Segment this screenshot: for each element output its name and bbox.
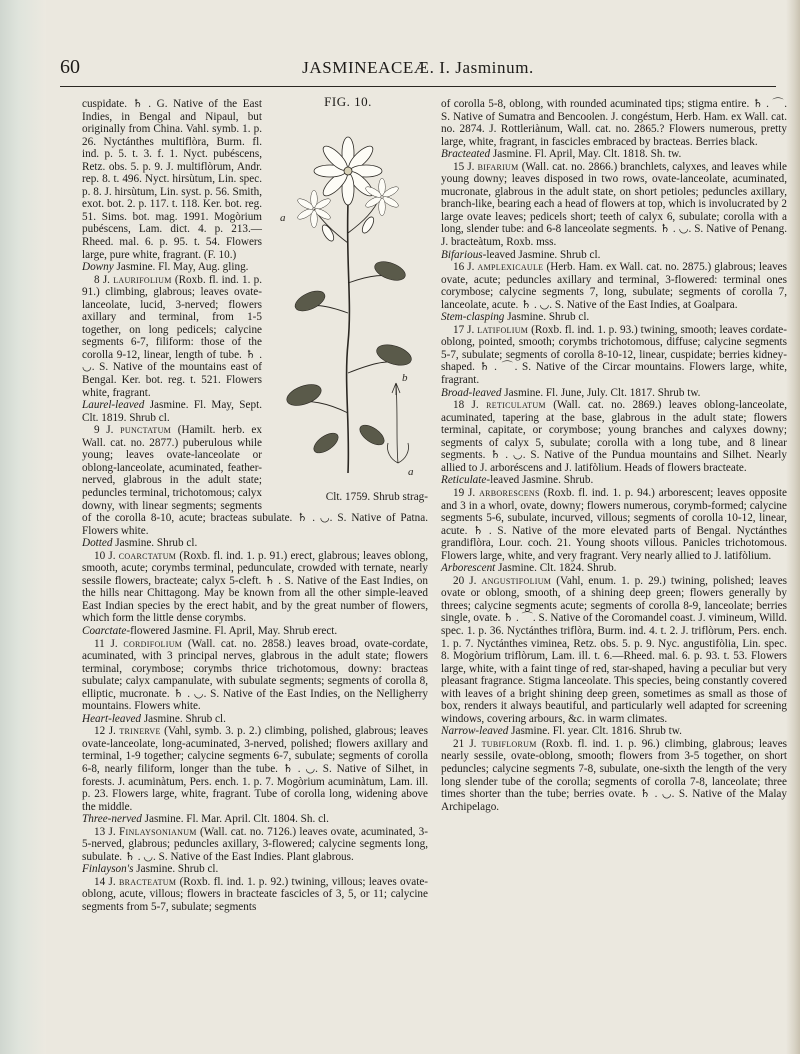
entry-text: (Roxb. fl. ind. 1. p. 94.) arborescent; leaves opposite and 3 in a whorl, ovate, downy; flowers numerous, corymb-formed; calycine segments 5-6, subulate, incurved, villous; segments of corolla 10-12, linear, acute. ♄ . S. Native of the more elevated parts of Bengal. Nyctánthes grandiflòra, Lour. coch. 21. Young shoots villous. Panicles trichotomous. Flowers large, white, and very fragrant. Very nearly allied to J. latifòlium. <box>441 486 788 562</box>
entry-15 <box>441 161 787 249</box>
common-name-three-nerved <box>82 813 428 826</box>
figure-footnote: Clt. 1759. Shrub strag- <box>325 491 428 504</box>
common-name-stem-clasping <box>441 311 787 324</box>
entry-tail: Jasmine. Fl. May, Aug. gling. <box>113 261 249 274</box>
right-column <box>441 98 787 813</box>
species-name: coarctatum <box>118 549 177 562</box>
species-name: angustifolium <box>481 574 552 587</box>
common-name-arborescent <box>441 562 787 575</box>
common-name: Downy <box>82 261 114 274</box>
species-name: punctatum <box>120 424 172 437</box>
common-name: Three-nerved <box>82 813 142 826</box>
entry-10 <box>82 550 428 625</box>
entry-number: 19 J. <box>453 486 476 499</box>
entry-tail: Jasmine. Fl. year. Clt. 1816. Shrub tw. <box>508 725 682 738</box>
figure-label-a-right: a <box>408 465 414 478</box>
entry-number: 20 J. <box>453 574 477 587</box>
species-name: arborescens <box>479 486 540 499</box>
entry-text: (Vahl, symb. 3. p. 2.) climbing, polished, glabrous; leaves ovate-lanceolate, long-acuminated, 3-nerved, polished; flowers axillary and terminal, 1-9 together; calycine segments 6-7, subulate; segments of corolla 6-8, nearly filiform, longer than the tube. ♄ . ◡. S. Native of Silhet, in forests. J. acuminàtum, Pers. ench. 1. p. 7. Mogòrium acuminàtum, Lam. ill. p. 23. Flowers large, white, fragrant. Tube of corolla long, widening above the middle. <box>82 725 428 813</box>
entry-number: 10 J. <box>94 549 116 562</box>
entry-text: (Roxb. fl. ind. 1. p. 96.) climbing, glabrous; leaves nearly sessile, ovate-oblong, smooth; flowers from 3-5 together, on short peduncles; calycine segments 7-8, subulate, one-sixth the length of the very long slender tube of the corolla; segments of corolla 7-8, lanceolate; three times shorter than the tube; berries ovate. ♄ . ◡. S. Native of the Malay Archipelago. <box>441 737 788 813</box>
entry-number: 12 J. <box>94 725 116 738</box>
entry-number: 14 J. <box>94 875 116 888</box>
entry-13 <box>82 826 428 864</box>
entry-text: (Herb. Ham. ex Wall. cat. no. 2875.) glabrous; leaves ovate, acute; peduncles axillary and terminal, 3-flowered: terminal ones corymbose; calycine segments 7, long, subulate; segments of corolla 7, lanceolate, acute. ♄ . ◡. S. Native of the East Indies, at Goalpara. <box>441 261 787 311</box>
species-name: latifolium <box>477 323 529 336</box>
species-name: amplexicaule <box>477 261 544 274</box>
entry-tail: Jasmine. Fl. April, May. Clt. 1818. Sh. tw. <box>490 148 682 161</box>
entry-12 <box>82 725 428 813</box>
common-name-finlayson <box>82 863 428 876</box>
left-column <box>82 94 429 914</box>
entry-text: (Wall. cat. no. 2869.) leaves oblong-lanceolate, acuminated, tapering at the base, glabrous in the adult state; flowers terminal, capitate, or corymbose; young branches and calyxes downy; segments of calyx 5, subulate; corolla with a long tube, and 8 linear segments. ♄ . ◡. S. Native of the Pundua mountains and Silhet. Nearly allied to J. arboréscens and J. latifòlium. Heads of flowers bracteate. <box>441 399 788 474</box>
entry-14 <box>82 876 428 914</box>
entry-text: (Roxb. fl. ind. 1. p. 92.) twining, villous; leaves ovate-oblong, acute, villous; flowers in bracteate fascicles of 3, 5, or 11; calycine segments from 5-7, subulate; segments <box>82 875 429 913</box>
common-name: Finlayson's <box>82 863 134 876</box>
common-name-reticulate <box>441 474 787 487</box>
common-name: Dotted <box>82 537 113 550</box>
entry-tail: -flowered Jasmine. Fl. April, May. Shrub erect. <box>126 624 338 637</box>
entry-tail: Jasmine. Shrub cl. <box>133 863 219 876</box>
common-name-bifarious <box>441 249 787 262</box>
page-number: 60 <box>60 56 80 78</box>
common-name-coarctate <box>82 625 428 638</box>
entry-text: (Hamilt. herb. ex Wall. cat. no. 2877.) puberulous while young; leaves ovate-lanceolate or oblong-lanceolate, acuminated, feather-nerved, glabrous in the adult state; peduncles terminal, trichotomous; calyx downy, with linear segments; segments of the corolla 8-10, acute; bracteas subulate. ♄ . ◡. S. Native of Patna. Flowers white. <box>82 424 428 537</box>
species-name: bifarium <box>477 160 519 173</box>
common-name: Arborescent <box>441 562 496 575</box>
entry-number: 13 J. <box>94 825 116 838</box>
entry-tail: Jasmine. Fl. Mar. April. Clt. 1804. Sh. cl. <box>141 813 329 826</box>
page-header <box>60 56 776 86</box>
common-name: Bracteated <box>441 148 491 161</box>
common-name: Bifarious <box>441 248 483 261</box>
common-name-bracteated <box>441 148 787 161</box>
entry-text: (Roxb. fl. ind. 1. p. 91.) climbing, glabrous; leaves ovate-lanceolate, lucid, 3-nerved; flowers axillary and terminal, from 1-5 together, on long pedicels; calycine segments 6-7, filiform: those of the corolla 9-12, linear, length of tube. ♄ . ◡. S. Native of the mountains east of Bengal. Ker. bot. reg. t. 521. Flowers white, fragrant. <box>82 273 263 399</box>
figure-caption: FIG. 10. <box>324 94 372 109</box>
common-name: Laurel-leaved <box>82 399 145 412</box>
entry-number: 11 J. <box>94 637 118 650</box>
common-name: Narrow-leaved <box>441 725 509 738</box>
figure-label-b: b <box>402 371 408 384</box>
running-title: JASMINEACEÆ. I. Jasminum. <box>302 58 534 77</box>
entry-tail: Jasmine. Fl. May, Sept. Clt. 1819. Shrub cl. <box>82 399 262 424</box>
page-edge-shadow <box>786 0 800 1054</box>
entry-text: (Wall. cat. no. 7126.) leaves ovate, acuminated, 3-5-nerved, glabrous; peduncles axillary, 3-flowered; calycine segments long, subulate. ♄ . ◡. S. Native of the East Indies. Plant glabrous. <box>82 825 429 863</box>
species-name: Finlaysonianum <box>119 825 197 838</box>
common-name-narrow-leaved <box>441 725 787 738</box>
species-name: bracteatum <box>119 875 177 888</box>
entry-17 <box>441 324 787 387</box>
header-rule <box>60 86 776 87</box>
common-name: Heart-leaved <box>82 712 142 725</box>
entry-number: 21 J. <box>453 737 477 750</box>
common-name-heart <box>82 713 428 726</box>
entry-number: 17 J. <box>453 323 475 336</box>
species-name: tubiflorum <box>481 737 537 750</box>
entry-number: 16 J. <box>453 261 475 274</box>
entry-tail: Jasmine. Shrub cl. <box>112 537 198 550</box>
species-name: cordifolium <box>123 637 183 650</box>
entry-21 <box>441 738 787 813</box>
figure-10 <box>268 96 428 504</box>
common-name: Reticulate <box>441 474 487 487</box>
entry-20 <box>441 575 787 726</box>
entry-text: (Wall. cat. no. 2866.) branchlets, calyxes, and leaves while young downy; leaves disposed in two rows, ovate-lanceolate, acuminated, mucronate, glabrous in the adult state, on short petioles; peduncles axillary, branch-like, bearing each a head of flowers at top, which is involucrated by 2 large ovate leaves; pedicels short; teeth of calyx 6, subulate; corolla with a long, slender tube: and 6-8 lanceolate segments. ♄ . ◡. S. Native of Penang. J. bracteàtum, Roxb. mss. <box>441 160 787 249</box>
entry-number: 18 J. <box>453 399 479 412</box>
entry-11 <box>82 638 428 713</box>
entry-14-continued: of corolla 5-8, oblong, with rounded acuminated tips; stigma entire. ♄ . ⌒. S. Native of Sumatra and Bencoolen. J. congéstum, Herb. Ham. ex Wall. cat. no. 2874. J. Rottleriànum, Wall. cat. no. 2865.? Flowers numerous, pretty large, white, fragrant, in fascicles embraced by bracteas. Berries black. <box>441 98 787 148</box>
jasmine-illustration <box>268 113 428 483</box>
species-name: trinerve <box>119 725 161 738</box>
entry-text: (Wall. cat. no. 2858.) leaves broad, ovate-cordate, acuminated, with 3 principal nerves, glabrous in the adult state; flowers terminal, corymbose; corymbs thrice trichotomous, downy: bracteas subulate; calyx campanulate, with subulate segments; segments of corolla 8, elliptic, mucronate. ♄ . ◡. S. Native of the East Indies, on the Nelligherry mountains. Flowers white. <box>82 637 428 713</box>
entry-tail: Jasmine. Fl. June, July. Clt. 1817. Shrub tw. <box>501 386 701 399</box>
entry-18 <box>441 399 787 474</box>
common-name-broad-leaved <box>441 387 787 400</box>
common-name-dotted <box>82 537 428 550</box>
common-name: Stem-clasping <box>441 311 505 324</box>
entry-text: (Roxb. fl. ind. 1. p. 93.) twining, smooth; leaves cordate-oblong, pointed, smooth; corymbs trichotomous, diffuse; calycine segments 5-7, subulate; segments of corolla 8-10-12, linear, cuspidate; berries kidney-shaped. ♄ . ⌒. S. Native of the Circar mountains. Flowers large, white, fragrant. <box>441 323 787 387</box>
entry-7-continued: cuspidate. ♄ . G. Native of the East Indies, in Bengal and Nipaul, but originally from China. Vahl. symb. 1. p. 26. Nyctánthes multiflòra, Burm. fl. ind. p. 5. t. 3. f. 1. Nyct. pubéscens, Retz. obs. 5. p. 9. J. multiflòrum, Andr. rep. 8. t. 496. Nyct. hirsùtum, Lin. spec. p. 8. J. hirsùtum, Lin. syst. p. 56. Smith, exot. bot. 2. p. 117. t. 118. Ker. bot. reg. 51. Sims. bot. mag. 1991. Mogòrium pubéscens, Lam. dict. 4. p. 213.—Rheed. mal. 6. p. 95. t. 54. Flowers large, pure white, fragrant. (F. 10.) <box>82 98 262 261</box>
figure-label-a-left: a <box>280 211 286 224</box>
entry-number: 9 J. <box>94 424 114 437</box>
entry-19 <box>441 487 787 562</box>
entry-number: 8 J. <box>94 273 110 286</box>
common-name: Coarctate <box>82 624 127 637</box>
entry-tail: Jasmine. Clt. 1824. Shrub. <box>495 562 617 575</box>
entry-tail: Jasmine. Shrub cl. <box>141 712 226 725</box>
entry-tail: -leaved Jasmine. Shrub. <box>486 474 594 487</box>
species-name: reticulatum <box>486 399 546 412</box>
entry-16 <box>441 261 787 311</box>
common-name: Broad-leaved <box>441 386 502 399</box>
page-binding-shadow <box>0 0 46 1054</box>
entry-tail: -leaved Jasmine. Shrub cl. <box>482 248 601 261</box>
species-name: laurifolium <box>113 273 172 286</box>
entry-number: 15 J. <box>453 160 475 173</box>
entry-text: (Vahl, enum. 1. p. 29.) twining, polished; leaves ovate or oblong, smooth, of a shining deep green; flowers generally by threes; calycine segments acute; segments of corolla 8-9, lanceolate; berries single, ovate. ♄ . ⌒. S. Native of the Coromandel coast. J. vimineum, Willd. spec. 1. p. 36. Nyctánthes triflòra, Burm. ind. 4. t. 2. J. triflòrum, Pers. ench. 1. p. 7. Nyctánthes viminea, Retz. obs. 5. p. 9. Nyc. angustifòlia, Lin. spec. 8. Mogòrium triflòrum, Lam. ill. t. 6.—Rheed. mal. 6. p. 93. t. 53. Flowers large, white, with a faint tinge of red, star-shaped, having a peculiar but very pleasant fragrance. Stigma lanceolate. This species, being constantly covered with leaves of a bright shining deep green, sometimes as small as those of box, renders it always beautiful, and particularly well adapted for screening windows, covering arbours, &c. in warm climates. <box>441 574 788 725</box>
entry-tail: Jasmine. Shrub cl. <box>504 311 590 324</box>
entry-text: (Roxb. fl. ind. 1. p. 91.) erect, glabrous; leaves oblong, smooth, acute; corymbs terminal, pedunculate, crowded with ternate, nearly sessile flowers, bracteate; calyx 5-cleft. ♄ . S. Native of the East Indies, on the hills near Chittagong. May be known from all the other simple-leaved East Indian species by the erect habit, and by the great number of flowers, which form the little dense corymbs. <box>82 549 428 625</box>
